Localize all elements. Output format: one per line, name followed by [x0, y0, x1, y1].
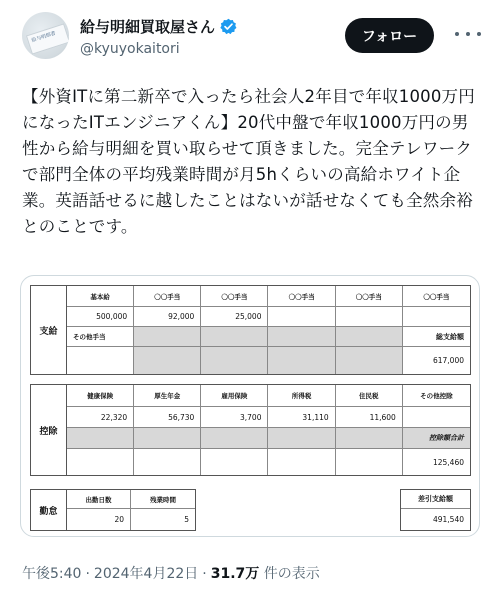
empty-cell: [134, 347, 201, 374]
deduction-section-label: 控除: [31, 385, 67, 475]
empty-cell: [201, 449, 268, 475]
deduction-value: 11,600: [336, 407, 403, 428]
empty-cell: [336, 428, 403, 449]
empty-cell: [134, 327, 201, 347]
deduction-header: 雇用保険: [201, 385, 268, 407]
empty-cell: [268, 428, 335, 449]
empty-cell: [268, 327, 335, 347]
deduction-value: 31,110: [268, 407, 335, 428]
pay-header: 〇〇手当: [336, 286, 403, 307]
payslip-image[interactable]: [20, 275, 480, 537]
gross-pay-value: 617,000: [432, 356, 464, 365]
pay-value: 500,000: [67, 307, 134, 327]
empty-cell: [67, 449, 134, 475]
verified-badge-icon: [220, 18, 237, 35]
attendance-value: 5: [184, 515, 189, 524]
empty-cell: [336, 449, 403, 475]
empty-cell: [67, 428, 134, 449]
view-count: 31.7万: [210, 566, 260, 582]
deduction-value: 3,700: [201, 407, 268, 428]
empty-cell: [67, 347, 134, 374]
pay-value: [403, 307, 470, 327]
avatar[interactable]: [22, 12, 69, 59]
attendance-header: 残業時間: [131, 490, 195, 509]
follow-button[interactable]: フォロー: [345, 18, 434, 53]
empty-cell: [336, 327, 403, 347]
pay-header: 〇〇手当: [134, 286, 201, 307]
tweet-date[interactable]: 2024年4月22日: [93, 566, 199, 582]
attendance-value: 20: [67, 509, 131, 530]
net-pay-header: 差引支給額: [401, 490, 470, 509]
handle[interactable]: @kyuyokaitori: [80, 41, 180, 57]
deduction-section: [30, 384, 471, 476]
empty-cell: [201, 327, 268, 347]
deduction-value: [403, 407, 470, 428]
deduction-header: 健康保険: [67, 385, 134, 407]
pay-header: 〇〇手当: [201, 286, 268, 307]
pay-value: [336, 307, 403, 327]
author-name-row[interactable]: [80, 16, 237, 37]
empty-cell: [134, 428, 201, 449]
deduction-value: 56,730: [134, 407, 201, 428]
empty-cell: [268, 347, 335, 374]
empty-cell: [268, 449, 335, 475]
empty-cell: [201, 428, 268, 449]
total-deduction-value: 125,460: [432, 457, 464, 467]
view-count-suffix: 件の表示: [263, 566, 320, 582]
pay-header: 〇〇手当: [268, 286, 335, 307]
net-pay-section: [400, 489, 471, 531]
deduction-value: 22,320: [67, 407, 134, 428]
deduction-header: その他控除: [403, 385, 470, 407]
tweet-time[interactable]: 午後5:40: [22, 566, 82, 582]
deduction-header: 厚生年金: [134, 385, 201, 407]
attendance-section-label: 勤怠: [31, 490, 67, 530]
attendance-header: 出勤日数: [67, 490, 131, 509]
display-name[interactable]: 給与明細買取屋さん: [80, 18, 216, 36]
total-deduction-header: 控除額合計: [403, 428, 470, 449]
deduction-header: 住民税: [336, 385, 403, 407]
empty-cell: [201, 347, 268, 374]
pay-header: 基本給: [67, 286, 134, 307]
avatar-payslip-image: 給与明細書: [26, 23, 69, 54]
pay-section: [30, 285, 471, 375]
tweet-meta: 午後5:40 · 2024年4月22日 · 31.7万 件の表示: [22, 566, 320, 582]
more-options-icon[interactable]: [455, 24, 481, 44]
tweet-text: 【外資ITに第二新卒で入ったら社会人2年目で年収1000万円になったITエンジニアくん】20代中盤で年収1000万円の男性から給与明細を買い取らせて頂きました。完全テレワークで部門全体の平均残業時間が月5hくらいの高給ホワイト企業。英語話せるに越したことはないが話せなくても全然余裕とのことです。: [22, 87, 475, 236]
deduction-header: 所得税: [268, 385, 335, 407]
other-allowance-header: その他手当: [67, 327, 134, 347]
pay-section-label: 支給: [31, 286, 67, 374]
pay-value: 25,000: [201, 307, 268, 327]
pay-value: 92,000: [134, 307, 201, 327]
gross-pay-header: 総支給額: [403, 327, 470, 347]
empty-cell: [134, 449, 201, 475]
pay-header: 〇〇手当: [403, 286, 470, 307]
net-pay-value: 491,540: [432, 515, 464, 524]
empty-cell: [336, 347, 403, 374]
attendance-section: [30, 489, 196, 531]
pay-value: [268, 307, 335, 327]
